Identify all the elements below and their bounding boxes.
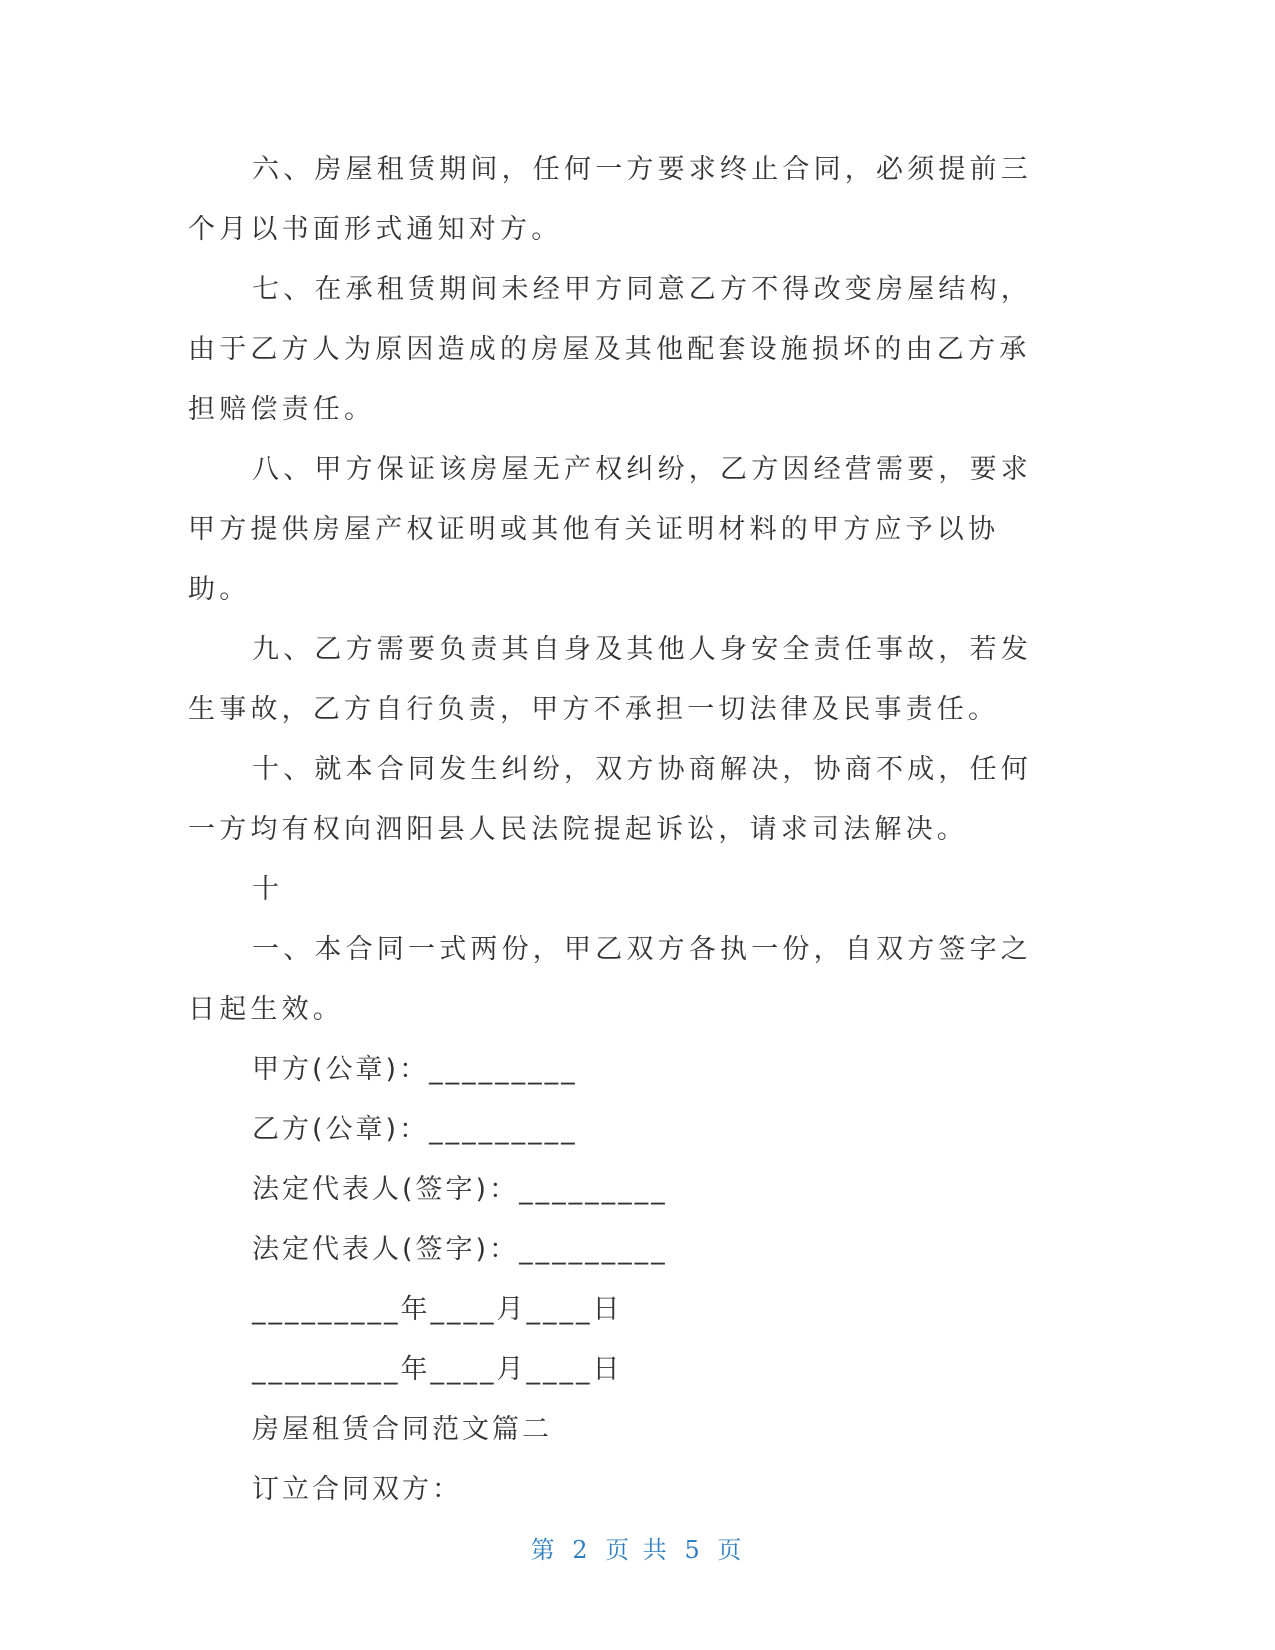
legal-rep-signature-line: 法定代表人(签字)：_________	[252, 1234, 668, 1265]
document-body	[188, 140, 1058, 1520]
current-page-number: 2	[572, 1536, 591, 1564]
clause-eight: 八、甲方保证该房屋无产权纠纷，乙方因经营需要，要求甲方提供房屋产权证明或其他有关证明材料的甲方应予以协助。	[188, 454, 1032, 605]
footer-prefix: 第	[530, 1536, 558, 1564]
clause-eleven: 一、本合同一式两份，甲乙双方各执一份，自双方签字之日起生效。	[188, 934, 1032, 1025]
section-title: 房屋租赁合同范文篇二	[252, 1414, 552, 1445]
clause-eleven-heading: 十	[252, 874, 284, 905]
legal-rep-signature-line: 法定代表人(签字)：_________	[252, 1174, 668, 1205]
contract-parties-label: 订立合同双方：	[252, 1474, 462, 1505]
date-line: _________年____月____日	[252, 1354, 623, 1385]
party-a-seal-line: 甲方(公章)：_________	[252, 1054, 578, 1085]
clause-six: 六、房屋租赁期间，任何一方要求终止合同，必须提前三个月以书面形式通知对方。	[188, 154, 1032, 245]
party-b-seal-line: 乙方(公章)：_________	[252, 1114, 578, 1145]
footer-suffix: 页	[717, 1536, 745, 1564]
total-pages-number: 5	[684, 1536, 703, 1564]
footer-middle: 页 共	[605, 1536, 670, 1564]
page-footer	[0, 1530, 1275, 1565]
clause-ten: 十、就本合同发生纠纷，双方协商解决，协商不成，任何一方均有权向泗阳县人民法院提起诉讼，请求司法解决。	[188, 754, 1032, 845]
date-line: _________年____月____日	[252, 1294, 623, 1325]
clause-nine: 九、乙方需要负责其自身及其他人身安全责任事故，若发生事故，乙方自行负责，甲方不承担一切法律及民事责任。	[188, 634, 1032, 725]
clause-seven: 七、在承租赁期间未经甲方同意乙方不得改变房屋结构，由于乙方人为原因造成的房屋及其他配套设施损坏的由乙方承担赔偿责任。	[188, 274, 1032, 425]
